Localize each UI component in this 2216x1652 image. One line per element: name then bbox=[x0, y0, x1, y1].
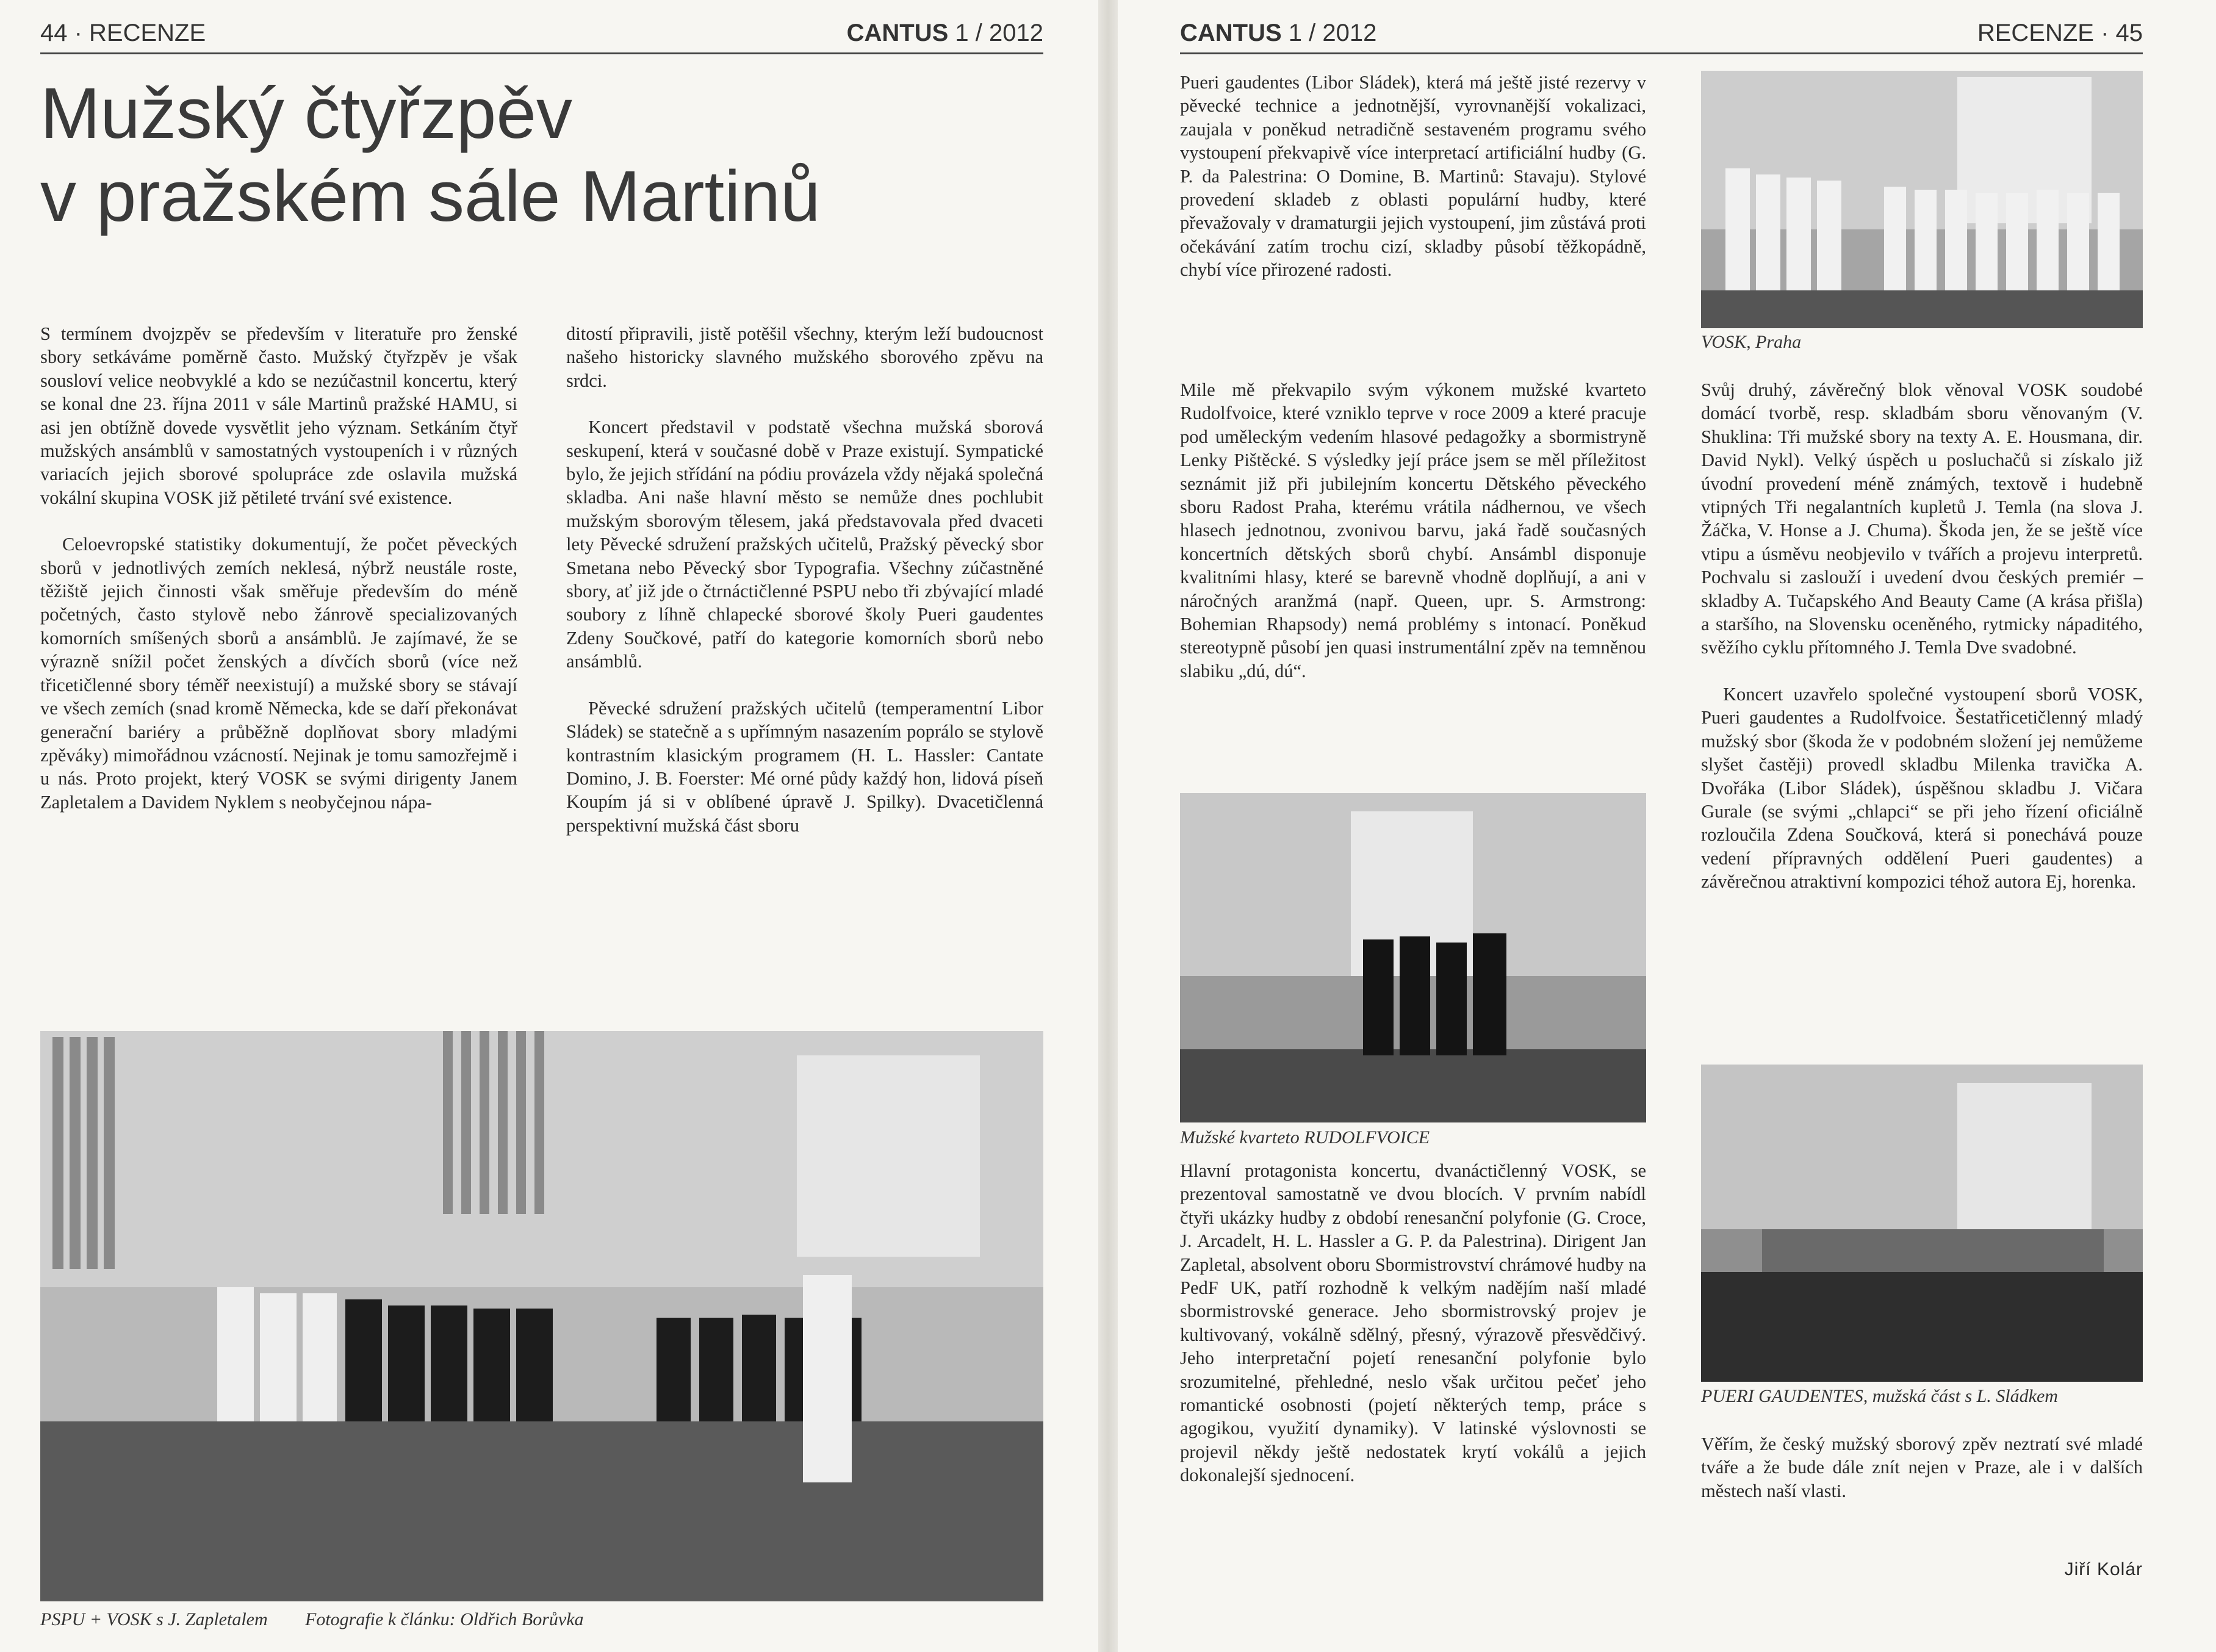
caption-pueri-gaudentes: PUERI GAUDENTES, mužská část s L. Sládkem bbox=[1701, 1386, 2058, 1406]
header-rule bbox=[1180, 52, 2143, 54]
magazine-header bbox=[811, 20, 1043, 47]
title-line-1: Mužský čtyřzpěv bbox=[40, 73, 573, 154]
page-label: RECENZE · 45 bbox=[1977, 20, 2143, 46]
photo-vosk bbox=[1701, 71, 2143, 328]
right-column-2-bottom bbox=[1701, 1432, 2143, 1526]
right-column-1-bottom bbox=[1180, 1159, 1646, 1510]
paragraph: Mile mě překvapilo svým výkonem mužské kvarteto Rudolfvoice, které vzniklo teprve v roce 2009 a které pracuje pod uměleckým vedením hlasové pedagožky a sbormistryně Lenky Pištěcké. S výsledky její práce jsem se měl příležitost seznámit již při jubilejním koncertu Dětského pěveckého sboru Radost Praha, kterému vrátila nádhernou, ve všech hlasech jednotnou, zvonivou barvu, jaká řadě současných koncertních dětských sborů chybí. Ansámbl disponuje kvalitními hlasy, které se barevně vhodně doplňují, a ani v náročných aranžmá (např. Queen, upr. S. Armstrong: Bohemian Rhapsody) nemá problémy s intonací. Poněkud stereotypně působí jen quasi instrumentální zpěv na temněnou slabiku „dú, dú“. bbox=[1180, 379, 1646, 681]
left-column-1 bbox=[40, 322, 517, 837]
right-column-2-mid bbox=[1701, 378, 2143, 917]
paragraph: Koncert představil v podstatě všechna mužská sborová seskupení, která v současné době v Praze existují. Sympatické bylo, že jejich střídání na pódiu provázela vždy nějaká společná skladba. Ani naše hlavní město se nemůže dnes pochlubit mužským sborovým tělesem, jaká představovala před dvaceti lety Pěvecké sdružení pražských učitelů, Pražský pěvecký sbor Smetana nebo Pěvecký sbor Typografia. Všechny zúčastněné sbory, ať již jde o čtrnáctičlenné PSPU nebo tři zbývající mladé soubory z líhně chlapecké sborové školy Pueri gaudentes Zdeny Součkové, patří do kategorie komorních sborů nebo ansámblů. bbox=[566, 417, 1043, 672]
paragraph: Celoevropské statistiky dokumentují, že počet pěveckých sborů v jednotlivých zemích neklesá, nýbrž neustále roste, těžiště jejich činnosti však směřuje především do méně početných, často stylově nebo žánrově specializovaných komorních smíšených sborů a ansámblů. Je zajímavé, že se výrazně snížil počet ženských a dívčích sborů (více než třicetičlenné sbory téměř neexistují) a mužské sbory se stávají ve všech zemích (snad kromě Německa, kde se daří překonávat generační bariéry a průběžně doplňovat sbory mladými zpěváky) mimořádnou vzácností. Nejinak je tomu samozřejmě i u nás. Proto projekt, který VOSK se svými dirigenty Janem Zapletalem a Davidem Nyklem s neobyčejnou nápa- bbox=[40, 534, 517, 813]
paragraph: Koncert uzavřelo společné vystoupení sborů VOSK, Pueri gaudentes a Rudolfvoice. Šestatřicetičlenný mladý mužský sbor (škoda že v podobném složení jej nemůžeme slyšet častěji) provedl skladbu Milenka travička A. Dvořáka (Libor Sládek), úspěšnou skladbu J. Vičara Gurale (se svými „chlapci“ se při jeho řízení oficiálně rozloučila Zdena Součková, která si ponechává pouze vedení přípravných oddělení Pueri gaudentes) a závěrečnou atraktivní kompozici téhož autora Ej, horenka. bbox=[1701, 683, 2143, 892]
magazine-name: CANTUS bbox=[846, 20, 949, 46]
paragraph: Hlavní protagonista koncertu, dvanáctičlenný VOSK, se prezentoval samostatně ve dvou blocích. V prvním nabídl čtyři ukázky hudby z období renesanční polyfonie (G. Croce, J. Arcadelt, H. L. Hassler a G. P. da Palestrina). Dirigent Jan Zapletal, absolvent oboru Sbormistrovství chrámové hudby na PedF UK, patří rozhodně k velkým nadějím naší mladé sbormistrovské generace. Jeho sbormistrovský projev je kultivovaný, vokálně sdělný, přesný, výrazově přesvědčivý. Jeho interpretační pojetí renesanční polyfonie bylo srozumitelné, přehledné, neslo však určitou pečeť jeho romantické osobnosti (pojetí některých temp, práce s agogikou, využití dynamiky). V latinské výslovnosti se projevil někdy ještě nedostatek krytí vokálů a jejich dokonalejší sjednocení. bbox=[1180, 1160, 1646, 1486]
right-column-1-mid bbox=[1180, 378, 1646, 706]
photo-illustration bbox=[1180, 793, 1646, 1122]
paragraph: S termínem dvojzpěv se především v literatuře pro ženské sbory setkáváme poměrně často. Mužský čtyřzpěv je však sousloví velice neobvyklé a kdo se nezúčastnil koncertu, který se konal dne 23. října 2011 v sále Martinů pražské HAMU, si asi jen obtížně dovede vysvětlit jeho význam. Setkáním čtyř mužských ansámblů v samostatných vystoupeních i v různých variacích jejich sborové spolupráce zde oslavila mužská vokální skupina VOSK již pětileté trvání své existence. bbox=[40, 323, 517, 508]
book-gutter bbox=[1098, 0, 1118, 1652]
photo-caption: PSPU + VOSK s J. Zapletalem bbox=[40, 1609, 268, 1629]
photo-illustration bbox=[1701, 1065, 2143, 1382]
magazine-header bbox=[1180, 20, 1376, 47]
photo-rudolfvoice bbox=[1180, 793, 1646, 1122]
header-rule bbox=[40, 52, 1043, 54]
photo-pspu-vosk bbox=[40, 1031, 1043, 1601]
article-title bbox=[40, 72, 821, 238]
paragraph: ditostí připravili, jistě potěšil všechny, kterým leží budoucnost našeho historicky slavného mužského sborového zpěvu na srdci. bbox=[566, 323, 1043, 391]
left-column-2 bbox=[566, 322, 1043, 860]
photo-illustration bbox=[40, 1031, 1043, 1601]
issue-number: 1 / 2012 bbox=[1288, 20, 1377, 46]
photo-credit: Fotografie k článku: Oldřich Borůvka bbox=[305, 1609, 584, 1629]
issue-number: 1 / 2012 bbox=[955, 20, 1043, 46]
right-page bbox=[1118, 0, 2216, 1652]
paragraph: Svůj druhý, závěrečný blok věnoval VOSK soudobé domácí tvorbě, resp. skladbám sboru věnovaným (V. Shuklina: Tři mužské sbory na texty A. E. Housmana, dir. David Nykl). Velký úspěch u posluchačů si získalo již úvodní provedení méně známých, textově i hudebně vtipných Tři negalantních kupletů J. Temla (na slova J. Žáčka, V. Honse a J. Chuma). Škoda jen, že se ještě více vtipu a úsměvu neobjevilo v tvářích a projevu interpretů. Pochvalu si zaslouží i uvedení dvou českých premiér – skladby A. Tučapského And Beauty Came (A krása přišla) a staršího, na Slovensku oceněného, rytmicky nápaditého, svěžího cyklu přítomného J. Temla Dve svadobné. bbox=[1701, 379, 2143, 658]
page-label: 44 · RECENZE bbox=[40, 20, 206, 46]
caption-rudolfvoice: Mužské kvarteto RUDOLFVOICE bbox=[1180, 1127, 1430, 1147]
left-page bbox=[0, 0, 1098, 1652]
caption-vosk: VOSK, Praha bbox=[1701, 332, 1802, 352]
photo-illustration bbox=[1701, 71, 2143, 328]
title-line-2: v pražském sále Martinů bbox=[40, 156, 821, 237]
right-column-1-top bbox=[1180, 71, 1646, 305]
author-signature: Jiří Kolár bbox=[2064, 1559, 2143, 1579]
paragraph: Pěvecké sdružení pražských učitelů (temperamentní Libor Sládek) se statečně a s upřímným nasazením poprálo se stylově kontrastním klasickým programem (H. L. Hassler: Cantate Domino, J. B. Foerster: Mé orné půdy každý hon, lidová píseň Koupím já si v oblíbené úpravě J. Spilky). Dvacetičlenná perspektivní mužská část sboru bbox=[566, 697, 1043, 836]
photo-pueri-gaudentes bbox=[1701, 1065, 2143, 1382]
paragraph: Věřím, že český mužský sborový zpěv neztratí své mladé tváře a že bude dále znít nejen v Praze, ale i v dalších městech naší vlasti. bbox=[1701, 1434, 2143, 1501]
magazine-name: CANTUS bbox=[1180, 20, 1282, 46]
paragraph: Pueri gaudentes (Libor Sládek), která má ještě jisté rezervy v pěvecké technice a jednotnější, vyrovnanější vokalizaci, zaujala v poněkud netradičně sestaveném programu svého vystoupení překvapivě více interpretací artificiální hudby (G. P. da Palestrina: O Domine, B. Martinů: Stavaju). Stylové provedení skladeb z oblasti populární hudby, které převažovaly v dramaturgii jejich vystoupení, jim zůstává proti očekávání zatím trochu cizí, skladby působí těžkopádně, chybí více přirozené radosti. bbox=[1180, 72, 1646, 281]
